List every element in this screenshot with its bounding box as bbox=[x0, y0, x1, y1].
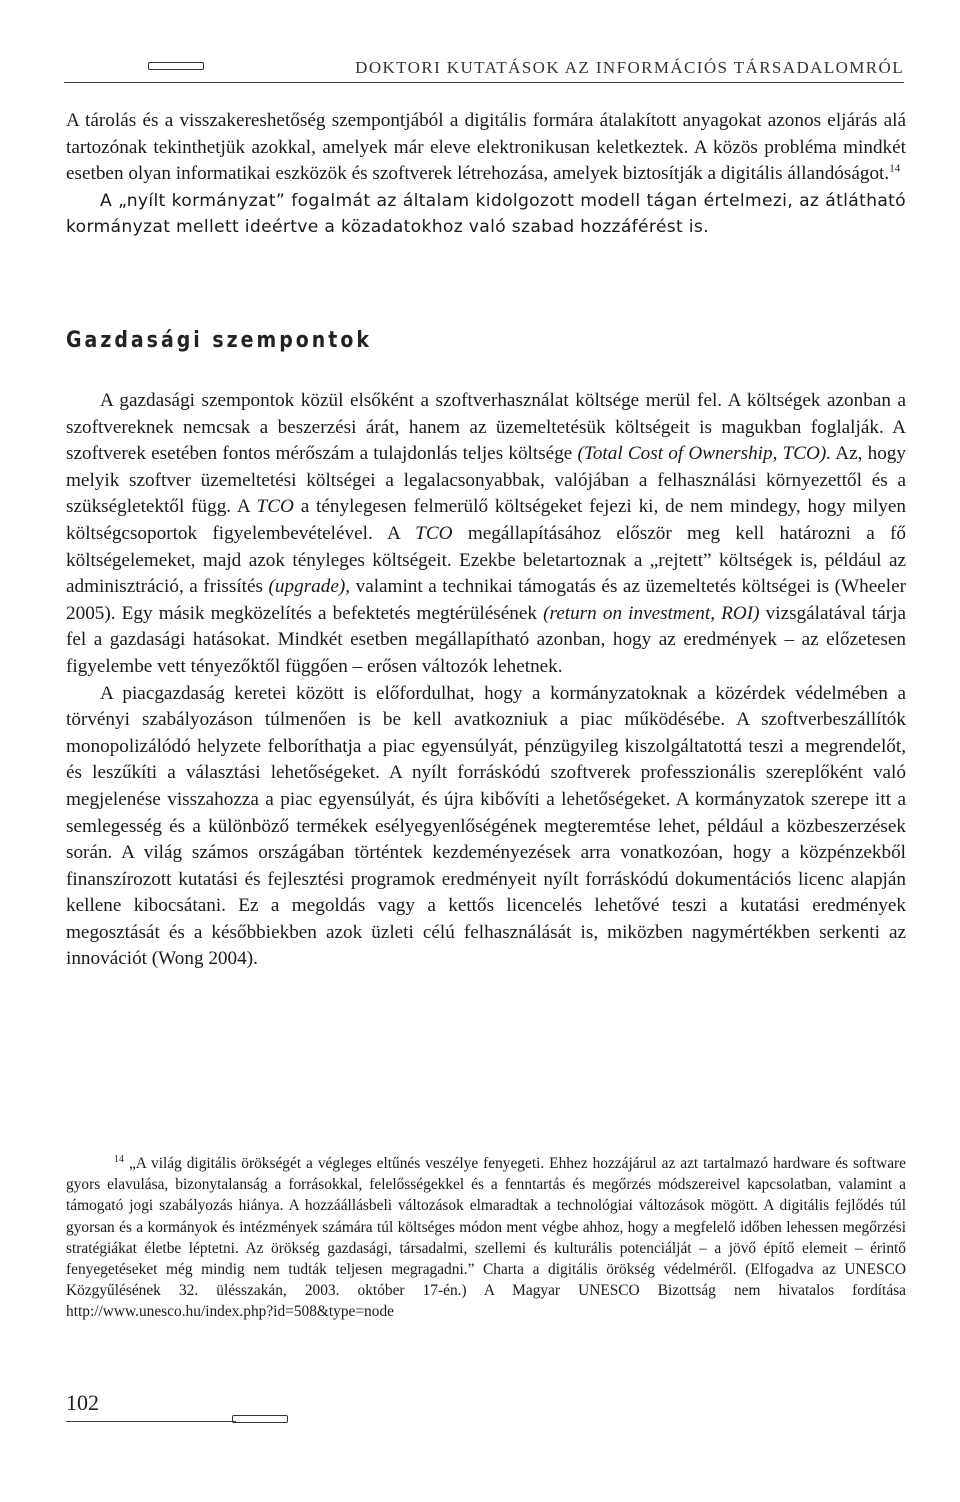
page-footer bbox=[66, 1390, 306, 1430]
p3-italic-tco-3: TCO bbox=[415, 522, 453, 544]
running-header bbox=[64, 58, 904, 84]
footnote-body: „A világ digitális örökségét a végleges eltűnés veszélye fenyegeti. Ehhez hozzájárul az azt tartalmazó hardware és software gyors elavulása, bizonytalanság a forrásokkal, felelősségekkel és a fenntartás és megőrzés módszereivel kapcsolatban, valamint a támogató jogi szabályozás hiánya. A hozzáállásbeli változások elmaradtak a technológiai változások mögött. A digitális fejlődés túl gyorsan és a kormányok és intézmények számára túl költséges módon ment végbe ahhoz, hogy a megfelelő időben lehessen megőrzési stratégiákat életbe léptetni. Az örökség gazdasági, társadalmi, szellemi és kulturális potenciálját – a jövő építő elemeit – érintő fenyegetéseket még mindig nem tudták teljesen megragadni.” Charta a digitális örökség védelméről. (Elfogadva az UNESCO Közgyűlésének 32. ülésszakán, 2003. október 17-én.) A Magyar UNESCO Bizottság nem hivatalos fordítása http://www.unesco.hu/index.php?id=508&type=node bbox=[66, 1155, 906, 1321]
p3-text-e: valamint a technikai támogatás és az üzemeltetés költségei is (Wheeler 2005). Egy másik megközelítés a befektetés megtérülésének bbox=[66, 576, 907, 624]
header-ornament bbox=[148, 62, 204, 70]
footer-ornament bbox=[232, 1415, 288, 1423]
p3-italic-tco-2: TCO bbox=[256, 496, 294, 518]
p3-text-a: A gazdasági szempontok közül elsőként a szoftverhasználat költsége merül fel. A költségek azonban a szoftvereknek nemcsak a beszerzési árát, hanem az üzemeltetésük költségeit is magukban foglalják. A szoftverek esetében fontos mérőszám a tulajdonlás teljes költsége bbox=[66, 390, 906, 465]
p3-text-b: Az, hogy melyik szoftver üzemeltetési költségei a legalacsonyabbak, valójában a felhasználási környezettől és a szükségletektől függ. A bbox=[66, 443, 906, 518]
paragraph-2: A „nyílt kormányzat” fogalmát az általam kidolgozott modell tágan értelmezi, az átlátható kormányzat mellett ideértve a közadatokhoz való szabad hozzáférést is. bbox=[66, 190, 906, 238]
page-number: 102 bbox=[66, 1390, 99, 1415]
p3-italic-tco: (Total Cost of Ownership, TCO). bbox=[577, 443, 832, 465]
intro-text bbox=[66, 108, 906, 241]
section-heading: Gazdasági szempontok bbox=[66, 328, 372, 353]
p3-text-c: a ténylegesen felmerülő költségeket fejezi ki, de nem mindegy, hogy milyen költségcsoportok figyelembevételével. A bbox=[66, 496, 907, 544]
header-rule bbox=[64, 82, 904, 83]
paragraph-1-text: A tárolás és a visszakereshetőség szempontjából a digitális formára átalakított anyagokat azonos eljárás alá tartozónak tekinthetjük azokkal, amelyek már eleve elektronikusan keletkeztek. A közös probléma mindkét esetben olyan informatikai eszközök és szoftverek létrehozása, amelyek biztosítják a digitális állandóságot. bbox=[66, 110, 906, 185]
footnote-ref: 14 bbox=[889, 162, 901, 175]
p3-text-d: megállapításához először meg kell határozni a fő költségelemeket, majd azok tényleges költségeit. Ezekbe beletartoznak a „rejtett” költségek is, például az adminisztráció, a frissítés bbox=[66, 522, 907, 598]
section-text bbox=[66, 388, 906, 973]
p3-italic-roi: (return on investment, ROI) bbox=[543, 602, 760, 624]
p3-italic-upgrade: (upgrade), bbox=[268, 576, 351, 598]
footnote bbox=[66, 1153, 906, 1323]
paragraph-1 bbox=[66, 108, 906, 188]
paragraph-4: A piacgazdaság keretei között is előfordulhat, hogy a kormányzatoknak a közérdek védelmében a törvényi szabályozáson túlmenően is be kell avatkozniuk a piac működésébe. A szoftverbeszállítók monopolizálódó helyzete felboríthatja a piac egyensúlyát, pénzügyileg kiszolgáltatottá teszi a megrendelőt, és leszűkíti a választási lehetőségeket. A nyílt forráskódú szoftverek professzionális szereplőként való megjelenése visszahozza a piac egyensúlyát, és újra kibővíti a lehetőségeket. A kormányzatok szerepe itt a semlegesség és a különböző termékek esélyegyenlőségének megteremtése lehet, például a közbeszerzések során. A világ számos országában történtek kezdeményezések arra vonatkozóan, hogy a közpénzekből finanszírozott kutatási és fejlesztési programok eredményeit nyílt forráskódú dokumentációs licenc alapján kellene kibocsátani. Ez a megoldás vagy a kettős licencelés lehetővé teszi a kutatási eredmények megosztását és a későbbiekben azok üzleti célú felhasználását is, miközben nagymértékben serkenti az innovációt (Wong 2004). bbox=[66, 682, 906, 970]
paragraph-3 bbox=[66, 388, 906, 681]
footer-rule bbox=[66, 1421, 236, 1422]
p3-text-f: vizsgálatával tárja fel a gazdasági hatásokat. Mindkét esetben megállapítható azonban, hogy az eredmények – az előzetesen figyelembe vett tényezőktől függően – erősen változók lehetnek. bbox=[66, 602, 907, 677]
footnote-number: 14 bbox=[114, 1153, 124, 1165]
footnote-text bbox=[66, 1153, 906, 1323]
running-title: DOKTORI KUTATÁSOK AZ INFORMÁCIÓS TÁRSADALOMRÓL bbox=[355, 58, 904, 77]
